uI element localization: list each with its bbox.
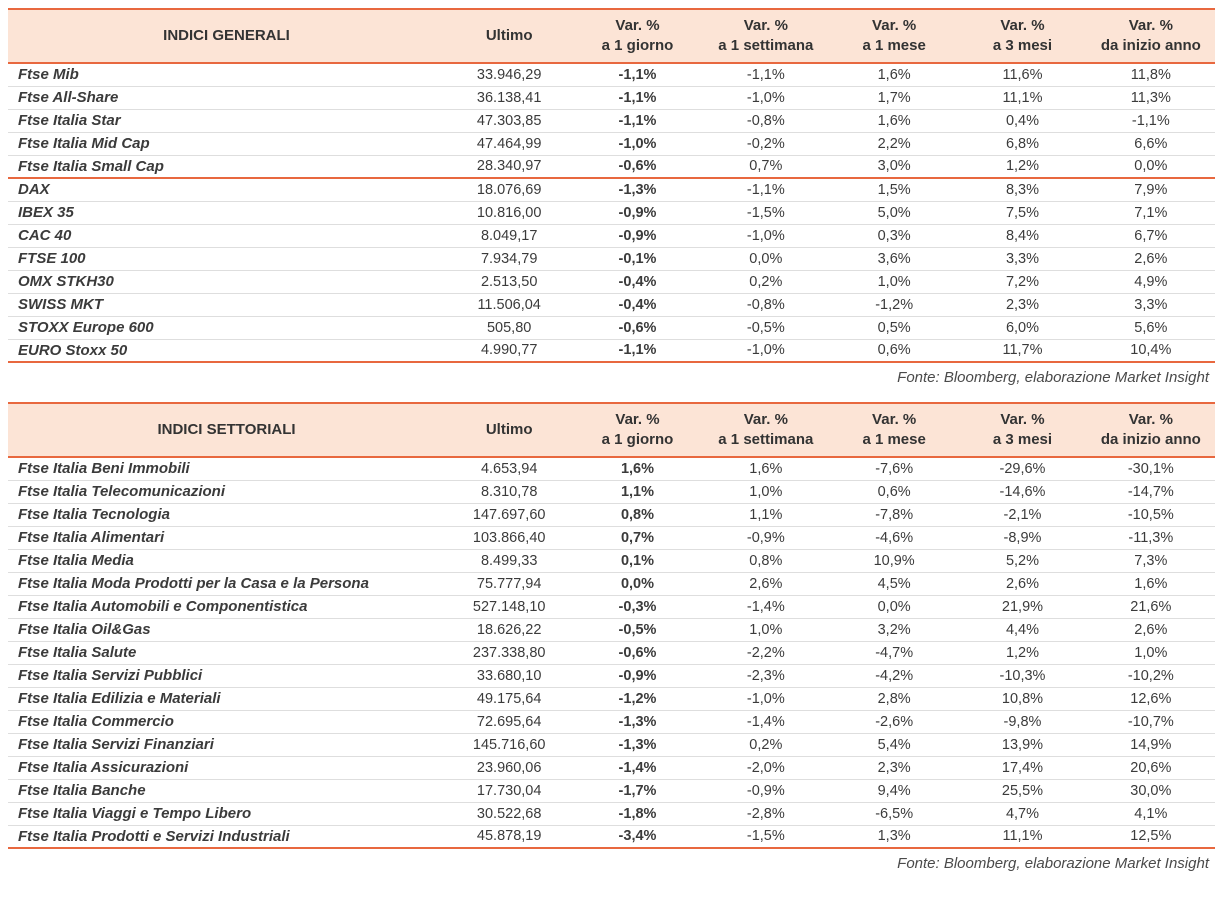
- var-3-mesi-cell: -29,6%: [999, 460, 1046, 477]
- var-3-mesi-cell: 4,7%: [1005, 805, 1039, 822]
- var-3-mesi-cell: 1,2%: [1005, 644, 1039, 661]
- var-1-mese-cell: -4,6%: [875, 529, 914, 546]
- ultimo-cell: 18.626,22: [476, 621, 542, 638]
- var-inizio-anno-cell: -10,2%: [1127, 667, 1174, 684]
- header-row: [8, 9, 1215, 63]
- var-1-giorno-cell: -1,3%: [618, 736, 657, 753]
- var-1-mese-cell: 5,4%: [877, 736, 911, 753]
- var-1-settimana-cell: 0,7%: [749, 158, 783, 175]
- var-1-giorno-cell: -1,2%: [618, 690, 657, 707]
- var-1-settimana-cell: 2,6%: [749, 575, 783, 592]
- table-row: [8, 316, 1215, 339]
- var-1-mese-cell: 1,3%: [877, 828, 911, 845]
- var-1-mese-cell: 3,6%: [877, 250, 911, 267]
- var-1-giorno-cell: -0,9%: [618, 667, 657, 684]
- index-name-cell: Ftse Mib: [18, 66, 79, 84]
- var-1-giorno-cell: -0,9%: [618, 227, 657, 244]
- var-3-mesi-cell: 13,9%: [1001, 736, 1044, 753]
- index-name-cell: CAC 40: [18, 227, 72, 244]
- var-3-mesi-cell: 5,2%: [1005, 552, 1039, 569]
- table-row: [8, 825, 1215, 848]
- var-1-giorno-cell: 0,7%: [620, 529, 655, 546]
- table-row: [8, 270, 1215, 293]
- var-inizio-anno-cell: 4,1%: [1134, 805, 1168, 822]
- col-header-ultimo: Ultimo: [445, 9, 573, 63]
- var-inizio-anno-cell: 14,9%: [1130, 736, 1172, 753]
- ultimo-cell: 147.697,60: [472, 506, 546, 523]
- var-1-mese-cell: -7,8%: [875, 506, 914, 523]
- index-name-cell: Ftse Italia Banche: [18, 782, 146, 799]
- var-1-giorno-cell: -0,1%: [618, 250, 657, 267]
- var-3-mesi-cell: 10,8%: [1001, 690, 1044, 707]
- var-1-mese-cell: 10,9%: [873, 552, 915, 569]
- var-inizio-anno-cell: 12,5%: [1130, 828, 1172, 845]
- ultimo-cell: 10.816,00: [476, 204, 542, 221]
- var-3-mesi-cell: 2,3%: [1005, 296, 1039, 313]
- var-3-mesi-cell: -10,3%: [999, 667, 1046, 684]
- index-name-cell: Ftse Italia Small Cap: [18, 157, 164, 175]
- ultimo-cell: 17.730,04: [476, 782, 542, 799]
- index-name-cell: Ftse Italia Star: [18, 112, 121, 129]
- table-row: [8, 503, 1215, 526]
- index-name-cell: Ftse Italia Oil&Gas: [18, 621, 151, 638]
- index-name-cell: Ftse All-Share: [18, 89, 119, 106]
- var-1-settimana-cell: -1,0%: [746, 89, 785, 106]
- var-3-mesi-cell: 1,2%: [1005, 158, 1039, 175]
- var-3-mesi-cell: 11,1%: [1002, 89, 1043, 106]
- index-name-cell: Ftse Italia Prodotti e Servizi Industriali: [18, 827, 290, 845]
- var-1-settimana-cell: -0,5%: [746, 319, 785, 336]
- var-inizio-anno-cell: 21,6%: [1130, 598, 1172, 615]
- index-name-cell: Ftse Italia Commercio: [18, 713, 174, 730]
- var-1-giorno-cell: -1,1%: [618, 66, 657, 83]
- var-1-giorno-cell: -0,6%: [618, 644, 657, 661]
- table-row: [8, 664, 1215, 687]
- ultimo-cell: 7.934,79: [480, 250, 538, 267]
- var-1-mese-cell: 1,7%: [877, 89, 911, 106]
- var-3-mesi-cell: 8,4%: [1005, 227, 1039, 244]
- var-inizio-anno-cell: 6,6%: [1134, 135, 1168, 152]
- var-1-giorno-cell: -0,5%: [618, 621, 657, 638]
- var-1-mese-cell: 1,6%: [877, 112, 911, 129]
- col-header-ultimo: Ultimo: [445, 403, 573, 457]
- var-3-mesi-cell: 6,8%: [1005, 135, 1039, 152]
- index-name-cell: Ftse Italia Servizi Finanziari: [18, 736, 214, 753]
- var-1-giorno-cell: -3,4%: [618, 828, 657, 845]
- ultimo-cell: 11.506,04: [477, 296, 541, 313]
- col-header-var-1-mese: Var. % a 1 mese: [830, 403, 958, 457]
- var-1-giorno-cell: -0,6%: [618, 319, 657, 336]
- table-row: [8, 618, 1215, 641]
- var-1-giorno-cell: -1,8%: [618, 805, 657, 822]
- var-3-mesi-cell: -2,1%: [1003, 506, 1042, 523]
- table-row: [8, 572, 1215, 595]
- var-3-mesi-cell: -8,9%: [1003, 529, 1042, 546]
- var-1-mese-cell: 1,6%: [877, 66, 911, 83]
- table-row: [8, 802, 1215, 825]
- var-1-settimana-cell: -0,2%: [746, 135, 785, 152]
- ultimo-cell: 505,80: [486, 319, 532, 336]
- col-header-var-inizio-anno: Var. % da inizio anno: [1087, 9, 1215, 63]
- var-3-mesi-cell: 2,6%: [1005, 575, 1039, 592]
- index-name-cell: Ftse Italia Telecomunicazioni: [18, 483, 225, 500]
- var-1-settimana-cell: -1,5%: [746, 204, 785, 221]
- var-1-settimana-cell: -2,3%: [746, 667, 785, 684]
- var-1-mese-cell: 2,8%: [877, 690, 911, 707]
- var-inizio-anno-cell: 7,9%: [1134, 181, 1168, 198]
- var-3-mesi-cell: 25,5%: [1001, 782, 1044, 799]
- var-1-settimana-cell: 0,8%: [749, 552, 783, 569]
- ultimo-cell: 4.990,77: [480, 342, 538, 359]
- var-1-mese-cell: 3,2%: [877, 621, 911, 638]
- var-3-mesi-cell: 11,7%: [1002, 342, 1043, 359]
- source-note: Fonte: Bloomberg, elaborazione Market Insight: [897, 855, 1209, 872]
- sector-indices-table: [8, 402, 1215, 874]
- var-1-settimana-cell: -0,8%: [746, 112, 785, 129]
- var-1-giorno-cell: -1,1%: [618, 342, 657, 359]
- var-1-giorno-cell: 1,6%: [620, 460, 655, 477]
- var-3-mesi-cell: 4,4%: [1005, 621, 1039, 638]
- var-1-settimana-cell: 1,0%: [749, 483, 783, 500]
- var-3-mesi-cell: 8,3%: [1005, 181, 1039, 198]
- ultimo-cell: 8.049,17: [480, 227, 538, 244]
- table-row: [8, 595, 1215, 618]
- var-1-mese-cell: 3,0%: [877, 158, 911, 175]
- index-name-cell: SWISS MKT: [18, 296, 103, 313]
- index-name-cell: Ftse Italia Automobili e Componentistica: [18, 598, 308, 615]
- var-3-mesi-cell: 11,6%: [1002, 66, 1043, 83]
- col-header-var-1-settimana: Var. % a 1 settimana: [702, 403, 830, 457]
- var-1-giorno-cell: -0,4%: [618, 273, 657, 290]
- general-indices-table: [8, 8, 1215, 388]
- var-1-giorno-cell: -1,1%: [618, 89, 657, 106]
- var-1-giorno-cell: 0,1%: [620, 552, 655, 569]
- table-row: [8, 224, 1215, 247]
- var-1-giorno-cell: -0,3%: [618, 598, 657, 615]
- index-name-cell: Ftse Italia Moda Prodotti per la Casa e la Persona: [18, 575, 369, 592]
- ultimo-cell: 75.777,94: [476, 575, 542, 592]
- table-row: [8, 201, 1215, 224]
- source-note: Fonte: Bloomberg, elaborazione Market Insight: [897, 369, 1209, 386]
- var-1-settimana-cell: -1,4%: [746, 598, 785, 615]
- var-inizio-anno-cell: 5,6%: [1134, 319, 1168, 336]
- table-row: [8, 155, 1215, 178]
- table-row: [8, 549, 1215, 572]
- table-row: [8, 756, 1215, 779]
- var-1-mese-cell: -6,5%: [875, 805, 914, 822]
- table-row: [8, 293, 1215, 316]
- var-1-settimana-cell: -2,2%: [746, 644, 785, 661]
- var-1-settimana-cell: 1,6%: [749, 460, 783, 477]
- var-1-giorno-cell: -1,1%: [618, 112, 657, 129]
- var-1-settimana-cell: -2,0%: [746, 759, 785, 776]
- var-1-giorno-cell: -0,6%: [618, 158, 657, 175]
- var-3-mesi-cell: 11,1%: [1002, 828, 1043, 845]
- var-inizio-anno-cell: 11,8%: [1130, 66, 1171, 83]
- table-row: [8, 109, 1215, 132]
- var-inizio-anno-cell: 20,6%: [1130, 759, 1172, 776]
- table-row: [8, 641, 1215, 664]
- index-name-cell: OMX STKH30: [18, 273, 114, 290]
- ultimo-cell: 8.499,33: [480, 552, 538, 569]
- ultimo-cell: 4.653,94: [480, 460, 538, 477]
- var-3-mesi-cell: 3,3%: [1005, 250, 1039, 267]
- var-inizio-anno-cell: 6,7%: [1134, 227, 1168, 244]
- table-row: [8, 178, 1215, 201]
- col-header-var-1-giorno: Var. % a 1 giorno: [573, 9, 701, 63]
- var-1-settimana-cell: -1,5%: [746, 828, 785, 845]
- var-inizio-anno-cell: 0,0%: [1134, 158, 1168, 175]
- var-inizio-anno-cell: 12,6%: [1130, 690, 1172, 707]
- var-1-settimana-cell: -2,8%: [746, 805, 785, 822]
- var-1-giorno-cell: 0,0%: [620, 575, 655, 592]
- var-1-settimana-cell: 0,2%: [749, 736, 783, 753]
- var-1-mese-cell: 2,3%: [877, 759, 911, 776]
- table-row: [8, 526, 1215, 549]
- var-1-giorno-cell: -0,4%: [618, 296, 657, 313]
- index-name-cell: STOXX Europe 600: [18, 319, 154, 336]
- index-name-cell: Ftse Italia Salute: [18, 644, 137, 661]
- table-title: INDICI SETTORIALI: [8, 403, 445, 457]
- var-inizio-anno-cell: 7,1%: [1134, 204, 1168, 221]
- ultimo-cell: 2.513,50: [480, 273, 538, 290]
- var-inizio-anno-cell: -1,1%: [1131, 112, 1170, 129]
- var-inizio-anno-cell: 1,0%: [1134, 644, 1168, 661]
- var-1-mese-cell: 0,5%: [877, 319, 911, 336]
- var-1-mese-cell: 5,0%: [877, 204, 911, 221]
- var-1-mese-cell: -7,6%: [875, 460, 914, 477]
- table-row: [8, 86, 1215, 109]
- var-1-mese-cell: 0,3%: [877, 227, 911, 244]
- var-inizio-anno-cell: 4,9%: [1134, 273, 1168, 290]
- var-1-mese-cell: 4,5%: [877, 575, 911, 592]
- var-1-settimana-cell: -1,0%: [746, 690, 785, 707]
- var-1-settimana-cell: 0,0%: [749, 250, 783, 267]
- var-inizio-anno-cell: -14,7%: [1127, 483, 1174, 500]
- col-header-var-3-mesi: Var. % a 3 mesi: [958, 403, 1086, 457]
- ultimo-cell: 527.148,10: [472, 598, 546, 615]
- table-row: [8, 132, 1215, 155]
- var-1-settimana-cell: -1,0%: [746, 227, 785, 244]
- var-1-settimana-cell: -0,9%: [746, 529, 785, 546]
- table-row: [8, 687, 1215, 710]
- table-row: [8, 480, 1215, 503]
- var-1-mese-cell: -2,6%: [875, 713, 914, 730]
- var-1-giorno-cell: -1,4%: [618, 759, 657, 776]
- ultimo-cell: 33.680,10: [476, 667, 542, 684]
- var-inizio-anno-cell: 30,0%: [1130, 782, 1172, 799]
- ultimo-cell: 28.340,97: [476, 158, 542, 175]
- index-name-cell: Ftse Italia Media: [18, 552, 134, 569]
- var-1-mese-cell: 1,0%: [877, 273, 911, 290]
- col-header-var-1-giorno: Var. % a 1 giorno: [573, 403, 701, 457]
- var-inizio-anno-cell: -11,3%: [1128, 529, 1174, 546]
- ultimo-cell: 49.175,64: [476, 690, 542, 707]
- var-3-mesi-cell: 6,0%: [1005, 319, 1039, 336]
- var-3-mesi-cell: -14,6%: [999, 483, 1046, 500]
- var-1-settimana-cell: -1,1%: [746, 66, 785, 83]
- table-row: [8, 779, 1215, 802]
- var-1-settimana-cell: -1,0%: [746, 342, 785, 359]
- var-1-settimana-cell: -0,9%: [746, 782, 785, 799]
- table-title: INDICI GENERALI: [8, 9, 445, 63]
- ultimo-cell: 30.522,68: [476, 805, 542, 822]
- index-name-cell: Ftse Italia Edilizia e Materiali: [18, 690, 221, 707]
- var-inizio-anno-cell: 1,6%: [1134, 575, 1168, 592]
- table-row: [8, 247, 1215, 270]
- var-1-settimana-cell: 0,2%: [749, 273, 783, 290]
- index-name-cell: EURO Stoxx 50: [18, 341, 128, 359]
- var-inizio-anno-cell: -10,5%: [1127, 506, 1174, 523]
- index-name-cell: Ftse Italia Assicurazioni: [18, 759, 189, 776]
- var-1-mese-cell: 0,6%: [877, 483, 911, 500]
- var-1-settimana-cell: -1,1%: [746, 181, 785, 198]
- index-name-cell: IBEX 35: [18, 204, 74, 221]
- ultimo-cell: 18.076,69: [476, 181, 542, 198]
- ultimo-cell: 237.338,80: [472, 644, 546, 661]
- table-row: [8, 457, 1215, 480]
- var-inizio-anno-cell: 2,6%: [1134, 250, 1168, 267]
- index-name-cell: FTSE 100: [18, 250, 86, 267]
- table-row: [8, 710, 1215, 733]
- ultimo-cell: 8.310,78: [480, 483, 538, 500]
- header-row: [8, 403, 1215, 457]
- var-1-mese-cell: 9,4%: [877, 782, 911, 799]
- var-3-mesi-cell: 21,9%: [1001, 598, 1044, 615]
- var-inizio-anno-cell: 11,3%: [1130, 89, 1171, 106]
- index-name-cell: Ftse Italia Mid Cap: [18, 135, 150, 152]
- var-inizio-anno-cell: 10,4%: [1130, 342, 1172, 359]
- var-1-mese-cell: 2,2%: [877, 135, 911, 152]
- ultimo-cell: 72.695,64: [476, 713, 542, 730]
- var-1-settimana-cell: 1,0%: [749, 621, 783, 638]
- var-1-giorno-cell: -1,0%: [618, 135, 657, 152]
- var-inizio-anno-cell: 7,3%: [1134, 552, 1168, 569]
- var-1-mese-cell: 0,6%: [877, 342, 911, 359]
- var-1-settimana-cell: -1,4%: [746, 713, 785, 730]
- var-1-mese-cell: -4,2%: [875, 667, 914, 684]
- index-name-cell: Ftse Italia Viaggi e Tempo Libero: [18, 805, 252, 822]
- var-1-mese-cell: 1,5%: [877, 181, 911, 198]
- var-1-giorno-cell: -1,7%: [618, 782, 657, 799]
- index-name-cell: Ftse Italia Tecnologia: [18, 506, 170, 523]
- var-3-mesi-cell: 17,4%: [1001, 759, 1044, 776]
- var-1-mese-cell: -4,7%: [875, 644, 914, 661]
- ultimo-cell: 47.303,85: [476, 112, 542, 129]
- var-1-settimana-cell: 1,1%: [749, 506, 783, 523]
- index-name-cell: Ftse Italia Servizi Pubblici: [18, 667, 203, 684]
- ultimo-cell: 47.464,99: [476, 135, 542, 152]
- col-header-var-inizio-anno: Var. % da inizio anno: [1087, 403, 1215, 457]
- ultimo-cell: 23.960,06: [476, 759, 542, 776]
- ultimo-cell: 145.716,60: [472, 736, 546, 753]
- var-1-giorno-cell: -0,9%: [618, 204, 657, 221]
- var-inizio-anno-cell: 2,6%: [1134, 621, 1168, 638]
- var-1-giorno-cell: -1,3%: [618, 181, 657, 198]
- index-name-cell: DAX: [18, 181, 50, 199]
- ultimo-cell: 103.866,40: [472, 529, 546, 546]
- table-row: [8, 63, 1215, 86]
- ultimo-cell: 33.946,29: [476, 66, 542, 83]
- var-1-settimana-cell: -0,8%: [746, 296, 785, 313]
- var-1-mese-cell: 0,0%: [877, 598, 911, 615]
- table-row: [8, 339, 1215, 362]
- col-header-var-1-mese: Var. % a 1 mese: [830, 9, 958, 63]
- col-header-var-1-settimana: Var. % a 1 settimana: [702, 9, 830, 63]
- var-inizio-anno-cell: 3,3%: [1134, 296, 1168, 313]
- var-1-giorno-cell: -1,3%: [618, 713, 657, 730]
- var-1-giorno-cell: 0,8%: [620, 506, 655, 523]
- index-name-cell: Ftse Italia Alimentari: [18, 529, 165, 546]
- index-name-cell: Ftse Italia Beni Immobili: [18, 460, 190, 478]
- var-1-mese-cell: -1,2%: [875, 296, 914, 313]
- col-header-var-3-mesi: Var. % a 3 mesi: [958, 9, 1086, 63]
- ultimo-cell: 45.878,19: [476, 828, 542, 845]
- var-3-mesi-cell: 7,5%: [1005, 204, 1039, 221]
- ultimo-cell: 36.138,41: [476, 89, 542, 106]
- var-3-mesi-cell: -9,8%: [1003, 713, 1042, 730]
- var-inizio-anno-cell: -10,7%: [1127, 713, 1174, 730]
- var-inizio-anno-cell: -30,1%: [1127, 460, 1174, 477]
- var-1-giorno-cell: 1,1%: [620, 483, 655, 500]
- var-3-mesi-cell: 0,4%: [1005, 112, 1039, 129]
- var-3-mesi-cell: 7,2%: [1005, 273, 1039, 290]
- table-row: [8, 733, 1215, 756]
